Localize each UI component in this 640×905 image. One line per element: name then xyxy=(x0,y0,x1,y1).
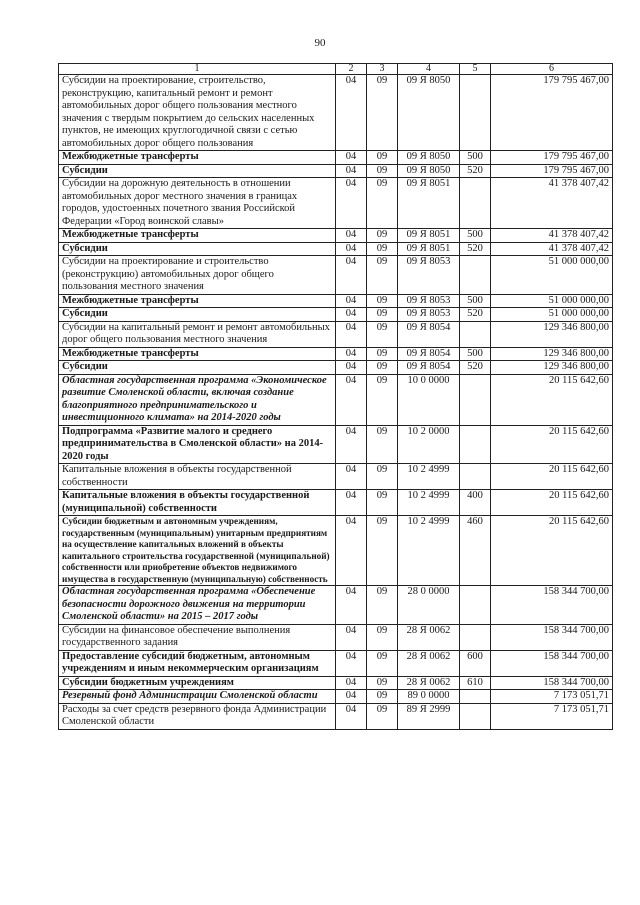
cell-target-article: 10 2 4999 xyxy=(398,464,460,490)
cell-section: 04 xyxy=(336,586,367,625)
cell-amount: 41 378 407,42 xyxy=(491,178,613,229)
cell-target-article: 09 Я 8053 xyxy=(398,256,460,295)
cell-expense-type xyxy=(460,586,491,625)
cell-subsection: 09 xyxy=(367,294,398,308)
header-cell: 4 xyxy=(398,64,460,75)
cell-amount: 20 115 642,60 xyxy=(491,464,613,490)
cell-amount: 129 346 800,00 xyxy=(491,361,613,375)
cell-target-article: 89 Я 2999 xyxy=(398,703,460,729)
cell-section: 04 xyxy=(336,490,367,516)
cell-expense-type: 400 xyxy=(460,490,491,516)
cell-subsection: 09 xyxy=(367,164,398,178)
cell-target-article: 10 2 0000 xyxy=(398,425,460,464)
cell-amount: 20 115 642,60 xyxy=(491,516,613,586)
table-row xyxy=(59,75,613,151)
cell-target-article: 09 Я 8050 xyxy=(398,75,460,151)
cell-expense-type: 520 xyxy=(460,308,491,322)
cell-target-article: 09 Я 8051 xyxy=(398,229,460,243)
table-row xyxy=(59,294,613,308)
table-row xyxy=(59,361,613,375)
cell-expense-type xyxy=(460,256,491,295)
cell-name: Субсидии на проектирование и строительство (реконструкцию) автомобильных дорог общего пользования местного значения xyxy=(59,256,336,295)
cell-section: 04 xyxy=(336,676,367,690)
cell-amount: 179 795 467,00 xyxy=(491,75,613,151)
cell-amount: 179 795 467,00 xyxy=(491,164,613,178)
table-row xyxy=(59,256,613,295)
cell-name: Подпрограмма «Развитие малого и среднего предпринимательства в Смоленской области» на 2014-2020 годы xyxy=(59,425,336,464)
cell-subsection: 09 xyxy=(367,374,398,425)
cell-subsection: 09 xyxy=(367,361,398,375)
table-row xyxy=(59,690,613,704)
cell-section: 04 xyxy=(336,256,367,295)
cell-name: Предоставление субсидий бюджетным, автономным учреждениям и иным некоммерческим организациям xyxy=(59,650,336,676)
cell-section: 04 xyxy=(336,229,367,243)
cell-expense-type: 610 xyxy=(460,676,491,690)
table-row xyxy=(59,308,613,322)
cell-target-article: 28 Я 0062 xyxy=(398,650,460,676)
cell-amount: 20 115 642,60 xyxy=(491,490,613,516)
cell-expense-type xyxy=(460,464,491,490)
cell-expense-type: 500 xyxy=(460,347,491,361)
table-row xyxy=(59,490,613,516)
cell-amount: 51 000 000,00 xyxy=(491,308,613,322)
cell-subsection: 09 xyxy=(367,490,398,516)
cell-target-article: 10 0 0000 xyxy=(398,374,460,425)
cell-expense-type xyxy=(460,321,491,347)
cell-subsection: 09 xyxy=(367,256,398,295)
cell-section: 04 xyxy=(336,321,367,347)
cell-target-article: 09 Я 8050 xyxy=(398,164,460,178)
cell-subsection: 09 xyxy=(367,650,398,676)
cell-subsection: 09 xyxy=(367,690,398,704)
cell-name: Субсидии на проектирование, строительство, реконструкцию, капитальный ремонт и ремонт автомобильных дорог общего пользования местного значения с твердым покрытием до сельских населенных пунктов, не имеющих круглогодичной связи с сетью автомобильных дорог общего пользования xyxy=(59,75,336,151)
cell-amount: 7 173 051,71 xyxy=(491,703,613,729)
cell-section: 04 xyxy=(336,164,367,178)
table-row xyxy=(59,586,613,625)
cell-subsection: 09 xyxy=(367,703,398,729)
cell-target-article: 10 2 4999 xyxy=(398,516,460,586)
cell-name: Резервный фонд Администрации Смоленской области xyxy=(59,690,336,704)
cell-section: 04 xyxy=(336,690,367,704)
cell-name: Межбюджетные трансферты xyxy=(59,347,336,361)
cell-name: Субсидии на капитальный ремонт и ремонт автомобильных дорог общего пользования местного значения xyxy=(59,321,336,347)
cell-amount: 41 378 407,42 xyxy=(491,229,613,243)
cell-subsection: 09 xyxy=(367,516,398,586)
cell-subsection: 09 xyxy=(367,178,398,229)
cell-subsection: 09 xyxy=(367,229,398,243)
cell-name: Субсидии бюджетным учреждениям xyxy=(59,676,336,690)
table-row xyxy=(59,151,613,165)
cell-expense-type xyxy=(460,425,491,464)
cell-target-article: 09 Я 8051 xyxy=(398,242,460,256)
cell-section: 04 xyxy=(336,464,367,490)
cell-expense-type xyxy=(460,374,491,425)
cell-subsection: 09 xyxy=(367,676,398,690)
cell-name: Расходы за счет средств резервного фонда Администрации Смоленской области xyxy=(59,703,336,729)
table-row xyxy=(59,425,613,464)
cell-name: Капитальные вложения в объекты государственной (муниципальной) собственности xyxy=(59,490,336,516)
cell-section: 04 xyxy=(336,75,367,151)
cell-amount: 158 344 700,00 xyxy=(491,676,613,690)
cell-target-article: 28 0 0000 xyxy=(398,586,460,625)
cell-amount: 129 346 800,00 xyxy=(491,347,613,361)
cell-expense-type xyxy=(460,624,491,650)
cell-expense-type: 460 xyxy=(460,516,491,586)
cell-name: Областная государственная программа «Обеспечение безопасности дорожного движения на территории Смоленской области» на 2015 – 2017 годы xyxy=(59,586,336,625)
cell-expense-type xyxy=(460,75,491,151)
table-row xyxy=(59,229,613,243)
header-cell: 5 xyxy=(460,64,491,75)
table-row xyxy=(59,178,613,229)
cell-expense-type: 500 xyxy=(460,229,491,243)
cell-expense-type: 520 xyxy=(460,164,491,178)
cell-amount: 7 173 051,71 xyxy=(491,690,613,704)
cell-name: Областная государственная программа «Экономическое развитие Смоленской области, включая создание благоприятного предпринимательского и инвестиционного климата» на 2014-2020 годы xyxy=(59,374,336,425)
cell-amount: 158 344 700,00 xyxy=(491,624,613,650)
cell-amount: 20 115 642,60 xyxy=(491,374,613,425)
cell-section: 04 xyxy=(336,242,367,256)
cell-target-article: 28 Я 0062 xyxy=(398,676,460,690)
cell-section: 04 xyxy=(336,361,367,375)
table-row xyxy=(59,321,613,347)
cell-subsection: 09 xyxy=(367,242,398,256)
table-row xyxy=(59,242,613,256)
cell-expense-type: 600 xyxy=(460,650,491,676)
cell-amount: 51 000 000,00 xyxy=(491,256,613,295)
cell-section: 04 xyxy=(336,374,367,425)
cell-section: 04 xyxy=(336,178,367,229)
cell-name: Субсидии xyxy=(59,164,336,178)
table-row xyxy=(59,374,613,425)
cell-target-article: 89 0 0000 xyxy=(398,690,460,704)
cell-section: 04 xyxy=(336,151,367,165)
cell-amount: 129 346 800,00 xyxy=(491,321,613,347)
cell-amount: 51 000 000,00 xyxy=(491,294,613,308)
cell-amount: 158 344 700,00 xyxy=(491,586,613,625)
cell-name: Капитальные вложения в объекты государственной собственности xyxy=(59,464,336,490)
cell-section: 04 xyxy=(336,425,367,464)
cell-section: 04 xyxy=(336,308,367,322)
cell-expense-type: 500 xyxy=(460,294,491,308)
cell-subsection: 09 xyxy=(367,624,398,650)
cell-expense-type: 520 xyxy=(460,361,491,375)
cell-target-article: 09 Я 8053 xyxy=(398,308,460,322)
header-cell: 6 xyxy=(491,64,613,75)
table-row xyxy=(59,650,613,676)
cell-section: 04 xyxy=(336,703,367,729)
cell-name: Субсидии xyxy=(59,361,336,375)
cell-name: Субсидии xyxy=(59,308,336,322)
cell-name: Межбюджетные трансферты xyxy=(59,294,336,308)
cell-subsection: 09 xyxy=(367,321,398,347)
cell-section: 04 xyxy=(336,624,367,650)
cell-expense-type: 520 xyxy=(460,242,491,256)
cell-section: 04 xyxy=(336,516,367,586)
cell-section: 04 xyxy=(336,294,367,308)
table-row xyxy=(59,703,613,729)
cell-target-article: 09 Я 8054 xyxy=(398,321,460,347)
cell-subsection: 09 xyxy=(367,586,398,625)
header-cell: 3 xyxy=(367,64,398,75)
cell-section: 04 xyxy=(336,347,367,361)
cell-name: Субсидии на дорожную деятельность в отношении автомобильных дорог местного значения в границах городов, удостоенных почетного звания Российской Федерации «Город воинской славы» xyxy=(59,178,336,229)
cell-subsection: 09 xyxy=(367,464,398,490)
table-row xyxy=(59,624,613,650)
cell-subsection: 09 xyxy=(367,347,398,361)
cell-expense-type xyxy=(460,703,491,729)
cell-subsection: 09 xyxy=(367,425,398,464)
cell-name: Субсидии xyxy=(59,242,336,256)
cell-amount: 179 795 467,00 xyxy=(491,151,613,165)
cell-expense-type xyxy=(460,178,491,229)
cell-subsection: 09 xyxy=(367,308,398,322)
cell-name: Субсидии бюджетным и автономным учреждениям, государственным (муниципальным) унитарным предприятиям на осуществление капитальных вложений в объекты капитального строительства государственной (муниципальной) собственности или приобретение объектов недвижимого имущества в государственную (муниципальную) собственность xyxy=(59,516,336,586)
cell-name: Межбюджетные трансферты xyxy=(59,151,336,165)
cell-target-article: 28 Я 0062 xyxy=(398,624,460,650)
cell-target-article: 09 Я 8054 xyxy=(398,361,460,375)
cell-amount: 41 378 407,42 xyxy=(491,242,613,256)
cell-name: Субсидии на финансовое обеспечение выполнения государственного задания xyxy=(59,624,336,650)
budget-table xyxy=(58,63,613,730)
table-header-row xyxy=(59,64,613,75)
table-row xyxy=(59,464,613,490)
cell-target-article: 09 Я 8051 xyxy=(398,178,460,229)
cell-target-article: 09 Я 8050 xyxy=(398,151,460,165)
cell-target-article: 09 Я 8054 xyxy=(398,347,460,361)
table-row xyxy=(59,676,613,690)
cell-subsection: 09 xyxy=(367,151,398,165)
cell-name: Межбюджетные трансферты xyxy=(59,229,336,243)
cell-subsection: 09 xyxy=(367,75,398,151)
cell-amount: 158 344 700,00 xyxy=(491,650,613,676)
cell-expense-type xyxy=(460,690,491,704)
header-cell: 2 xyxy=(336,64,367,75)
header-cell: 1 xyxy=(59,64,336,75)
cell-target-article: 09 Я 8053 xyxy=(398,294,460,308)
cell-target-article: 10 2 4999 xyxy=(398,490,460,516)
cell-amount: 20 115 642,60 xyxy=(491,425,613,464)
page-number: 90 xyxy=(314,37,326,49)
table-row xyxy=(59,347,613,361)
cell-section: 04 xyxy=(336,650,367,676)
table-row xyxy=(59,516,613,586)
table-row xyxy=(59,164,613,178)
cell-expense-type: 500 xyxy=(460,151,491,165)
